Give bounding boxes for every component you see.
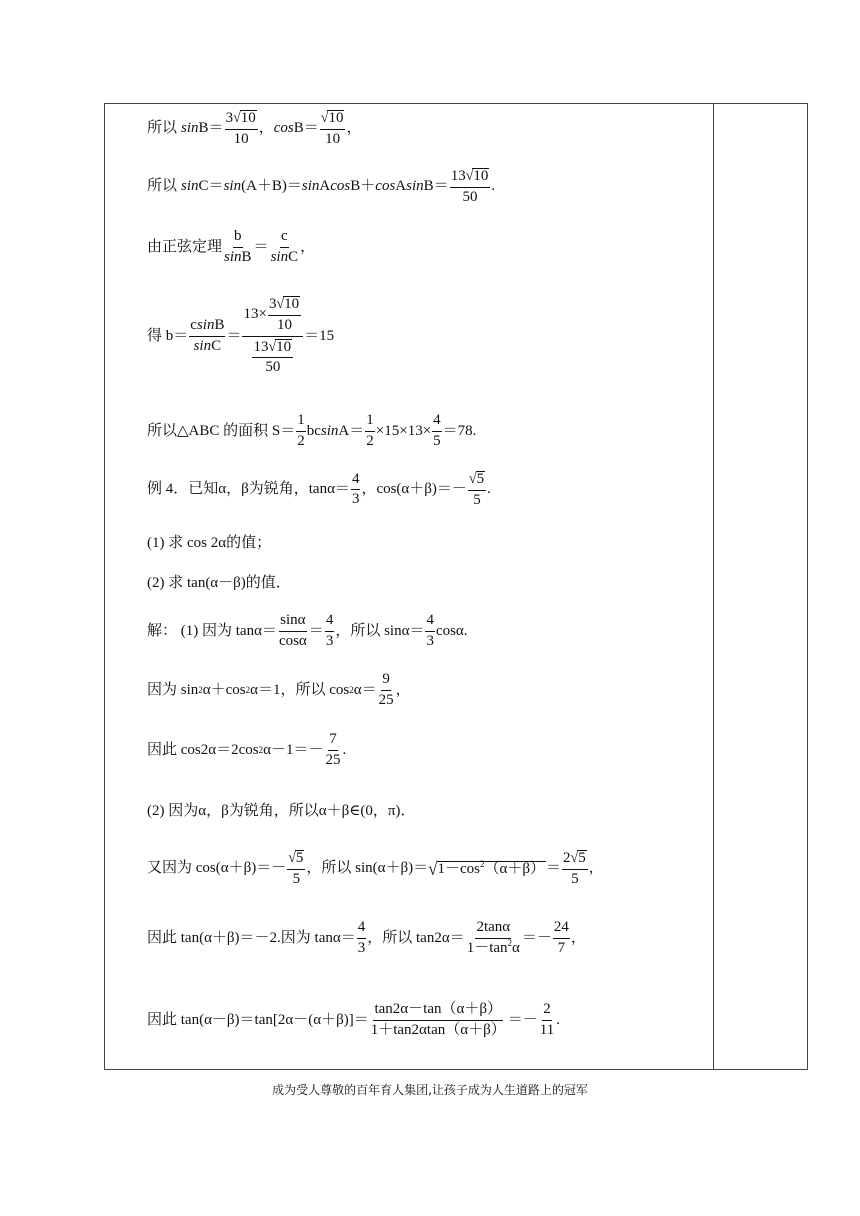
- sqrt: √ 10: [465, 168, 489, 185]
- text: ×15×13×: [375, 422, 432, 439]
- text: sin: [223, 178, 242, 195]
- fraction: [296, 413, 306, 450]
- text: A: [338, 422, 350, 439]
- fraction: [562, 850, 588, 888]
- text: .: [342, 741, 347, 758]
- text: sin: [193, 337, 212, 354]
- fraction: [189, 318, 225, 355]
- text: 50: [265, 359, 281, 376]
- text: α＋cos: [202, 681, 246, 698]
- text: ＝－: [507, 1011, 538, 1028]
- text: B: [241, 248, 252, 265]
- text: 3: [357, 939, 366, 956]
- text: 10: [284, 296, 300, 312]
- line-solution-6: [147, 920, 586, 957]
- text: ，所以 sin(α＋β)＝: [306, 860, 429, 877]
- line-solution-4: [147, 804, 415, 819]
- text: C: [198, 178, 209, 195]
- fraction: [268, 296, 301, 334]
- text: 又因为 cos(α＋β)＝－: [147, 860, 287, 877]
- text: ，所以 tan2α＝: [367, 929, 465, 946]
- fraction: [320, 110, 346, 148]
- text: sin: [181, 120, 199, 137]
- text: 4: [432, 413, 442, 432]
- text: 因此 tan(α－β)＝tan[2α－(α＋β)]＝: [147, 1011, 369, 1028]
- text: ＝: [226, 327, 242, 344]
- text: 4: [425, 613, 435, 632]
- text: sin: [196, 316, 215, 333]
- text: .: [556, 1011, 560, 1028]
- text: α＝: [353, 681, 377, 698]
- text: ＝78.: [442, 422, 477, 439]
- line-question-2: [147, 576, 291, 591]
- text: 解： (1) 因为 tanα＝: [147, 622, 277, 639]
- text: ＝: [433, 178, 449, 195]
- text: 25: [378, 691, 394, 708]
- text: 4: [357, 920, 367, 939]
- text: 1: [365, 413, 375, 432]
- column-divider: [713, 104, 714, 1069]
- text: 9: [381, 672, 391, 691]
- text: α－1＝－: [263, 741, 324, 758]
- text: ＝: [253, 238, 269, 255]
- text: 10: [328, 110, 344, 126]
- text: 13: [450, 168, 466, 185]
- text: 2: [297, 432, 305, 449]
- text: 2: [507, 937, 513, 948]
- text: 5: [571, 870, 579, 887]
- text: (2) 求 tan(α－β)的值．: [147, 575, 291, 591]
- text: ＝: [208, 178, 224, 195]
- text: C: [211, 337, 222, 354]
- sqrt: √ 5: [468, 471, 485, 488]
- text: sin: [320, 422, 339, 439]
- line-solution-3: 因此 cos2α＝2cos 2 α－1＝－ $\frac{7}{25}$ .: [147, 731, 347, 768]
- text: 5: [292, 870, 301, 887]
- text: ，: [395, 681, 411, 698]
- sqrt: √ 5: [288, 850, 304, 867]
- text: 所以: [147, 120, 178, 137]
- compound-fraction: [242, 296, 303, 376]
- text: ＝: [308, 622, 324, 639]
- fraction: [225, 110, 258, 148]
- text: A: [395, 178, 407, 195]
- text: ，: [258, 120, 274, 137]
- fraction: [539, 1002, 555, 1039]
- text: B: [293, 120, 304, 137]
- text: cosα.: [435, 622, 468, 639]
- text: 50: [462, 188, 478, 205]
- line-solution-1: [147, 613, 468, 650]
- text: 所以△ABC 的面积 S＝: [147, 422, 296, 439]
- sqrt: √ $1-\cos^2(\alpha+\beta)$: [428, 858, 546, 879]
- text: 2: [563, 850, 571, 867]
- text: cos: [273, 120, 294, 137]
- text: 例 4．已知α，β为锐角，tanα＝: [147, 481, 350, 498]
- text: 11: [539, 1021, 555, 1038]
- line-b-equals: [147, 296, 334, 376]
- text: 5: [433, 432, 441, 449]
- text: sin: [406, 178, 424, 195]
- text: B: [423, 178, 434, 195]
- text: c: [280, 229, 289, 248]
- text: ＝15: [304, 327, 335, 344]
- text: ，: [588, 860, 604, 877]
- text: 5: [295, 850, 304, 866]
- fraction: [287, 850, 305, 888]
- fraction: [553, 920, 570, 957]
- text: (2) 因为α，β为锐角，所以α＋β∈(0，π)．: [147, 803, 416, 819]
- text: 10: [233, 130, 249, 147]
- text: ，: [300, 238, 316, 255]
- fraction: [468, 471, 486, 509]
- fraction: [252, 339, 293, 377]
- fraction: [370, 1002, 507, 1039]
- text: 10: [277, 316, 293, 333]
- text: c: [190, 316, 197, 333]
- fraction: [450, 168, 491, 206]
- text: 5: [473, 491, 481, 508]
- text: 得 b＝: [147, 327, 189, 344]
- text: ，: [570, 929, 586, 946]
- text: cos: [330, 178, 351, 195]
- fraction: [278, 613, 308, 650]
- text: 1－cos: [437, 861, 481, 878]
- text: B: [350, 178, 361, 195]
- line-solution-5: [147, 850, 604, 888]
- text: 3: [225, 110, 234, 127]
- fraction: [466, 920, 521, 957]
- text: .: [491, 178, 496, 195]
- text: ＝: [349, 422, 365, 439]
- page-footer: 成为受人尊敬的百年育人集团,让孩子成为人生道路上的冠军: [272, 1083, 588, 1097]
- text: b: [233, 229, 243, 248]
- line-area: [147, 413, 476, 450]
- text: 4: [351, 472, 361, 491]
- text: ＝: [208, 120, 224, 137]
- text: 1－tan: [466, 939, 508, 956]
- fraction: [357, 920, 367, 957]
- text: 7: [328, 732, 338, 751]
- text: 3: [351, 491, 360, 508]
- sqrt: √ 10: [320, 110, 344, 127]
- fraction: [351, 472, 361, 509]
- sqrt: √ 10: [233, 110, 256, 127]
- fraction: [223, 229, 253, 266]
- text: sin: [301, 178, 320, 195]
- fraction: [365, 413, 375, 450]
- text: 2: [366, 432, 374, 449]
- text: sin: [270, 248, 289, 265]
- text: A: [319, 178, 331, 195]
- text: ，cos(α＋β)＝－: [361, 481, 467, 498]
- text: 1: [296, 413, 306, 432]
- text: 10: [276, 338, 292, 355]
- text: sinα: [279, 613, 306, 632]
- text: 7: [557, 939, 566, 956]
- text: 4: [325, 613, 335, 632]
- text: 5: [476, 471, 485, 487]
- text: 因此 cos2α＝2cos: [147, 741, 259, 758]
- text: 13×: [243, 305, 267, 322]
- text: 10: [240, 110, 256, 126]
- text: cosα: [278, 632, 307, 649]
- text: （α＋β）: [484, 861, 546, 878]
- text: 3: [426, 632, 434, 649]
- text: ＝: [303, 120, 319, 137]
- line-sinB-cosB: [147, 110, 362, 148]
- text: C: [288, 248, 299, 265]
- text: 25: [325, 751, 341, 768]
- text: 因为 sin: [147, 681, 199, 698]
- text: ，: [346, 120, 362, 137]
- line-solution-7: [147, 1002, 560, 1039]
- text: cos: [375, 178, 396, 195]
- fraction: [325, 613, 335, 650]
- sqrt: √ 10: [268, 338, 292, 355]
- text: .: [487, 481, 491, 498]
- fraction: [425, 613, 435, 650]
- text: ，所以 sinα＝: [335, 622, 425, 639]
- text: sin: [224, 248, 242, 265]
- text: 13: [253, 338, 269, 355]
- text: (A＋B)＝: [241, 178, 302, 195]
- text: ＝: [546, 860, 562, 877]
- sqrt: √ 10: [276, 296, 300, 313]
- content-table: [104, 103, 808, 1070]
- fraction: [270, 229, 300, 266]
- text: ＝－: [521, 929, 552, 946]
- line-sinC: [147, 168, 495, 206]
- text: 10: [473, 168, 489, 184]
- text: 由正弦定理: [147, 238, 223, 255]
- text: B: [214, 316, 225, 333]
- text: sin: [181, 178, 199, 195]
- text: 24: [553, 920, 570, 939]
- text: 1＋tan2αtan（α＋β）: [370, 1021, 506, 1038]
- text: 2: [542, 1002, 552, 1021]
- text: 3: [268, 296, 277, 313]
- line-example-4: [147, 471, 491, 509]
- text: tan2α－tan（α＋β）: [373, 1002, 503, 1021]
- fraction: [378, 672, 395, 709]
- text: ＋: [360, 178, 376, 195]
- text: B: [198, 120, 209, 137]
- fraction: [432, 413, 442, 450]
- text: α: [512, 939, 520, 956]
- text: 3: [325, 632, 334, 649]
- text: (1) 求 cos 2α的值；: [147, 535, 272, 551]
- line-question-1: [147, 536, 271, 551]
- text: 2tanα: [475, 920, 511, 939]
- text: 因此 tan(α＋β)＝－2.因为 tanα＝: [147, 929, 356, 946]
- text: 所以: [147, 178, 178, 195]
- sqrt: √ 5: [570, 850, 586, 867]
- line-law-of-sines: [147, 229, 315, 266]
- text: 5: [578, 850, 586, 866]
- line-solution-2: 因为 sin 2 α＋cos 2 α＝1，所以 cos 2 α＝ $\frac{9}{25}$ ，: [147, 671, 411, 708]
- text: α＝1，所以 cos: [250, 681, 350, 698]
- text: bc: [306, 422, 321, 439]
- fraction: [324, 732, 341, 769]
- text: 10: [325, 130, 341, 147]
- text: 2: [480, 859, 485, 870]
